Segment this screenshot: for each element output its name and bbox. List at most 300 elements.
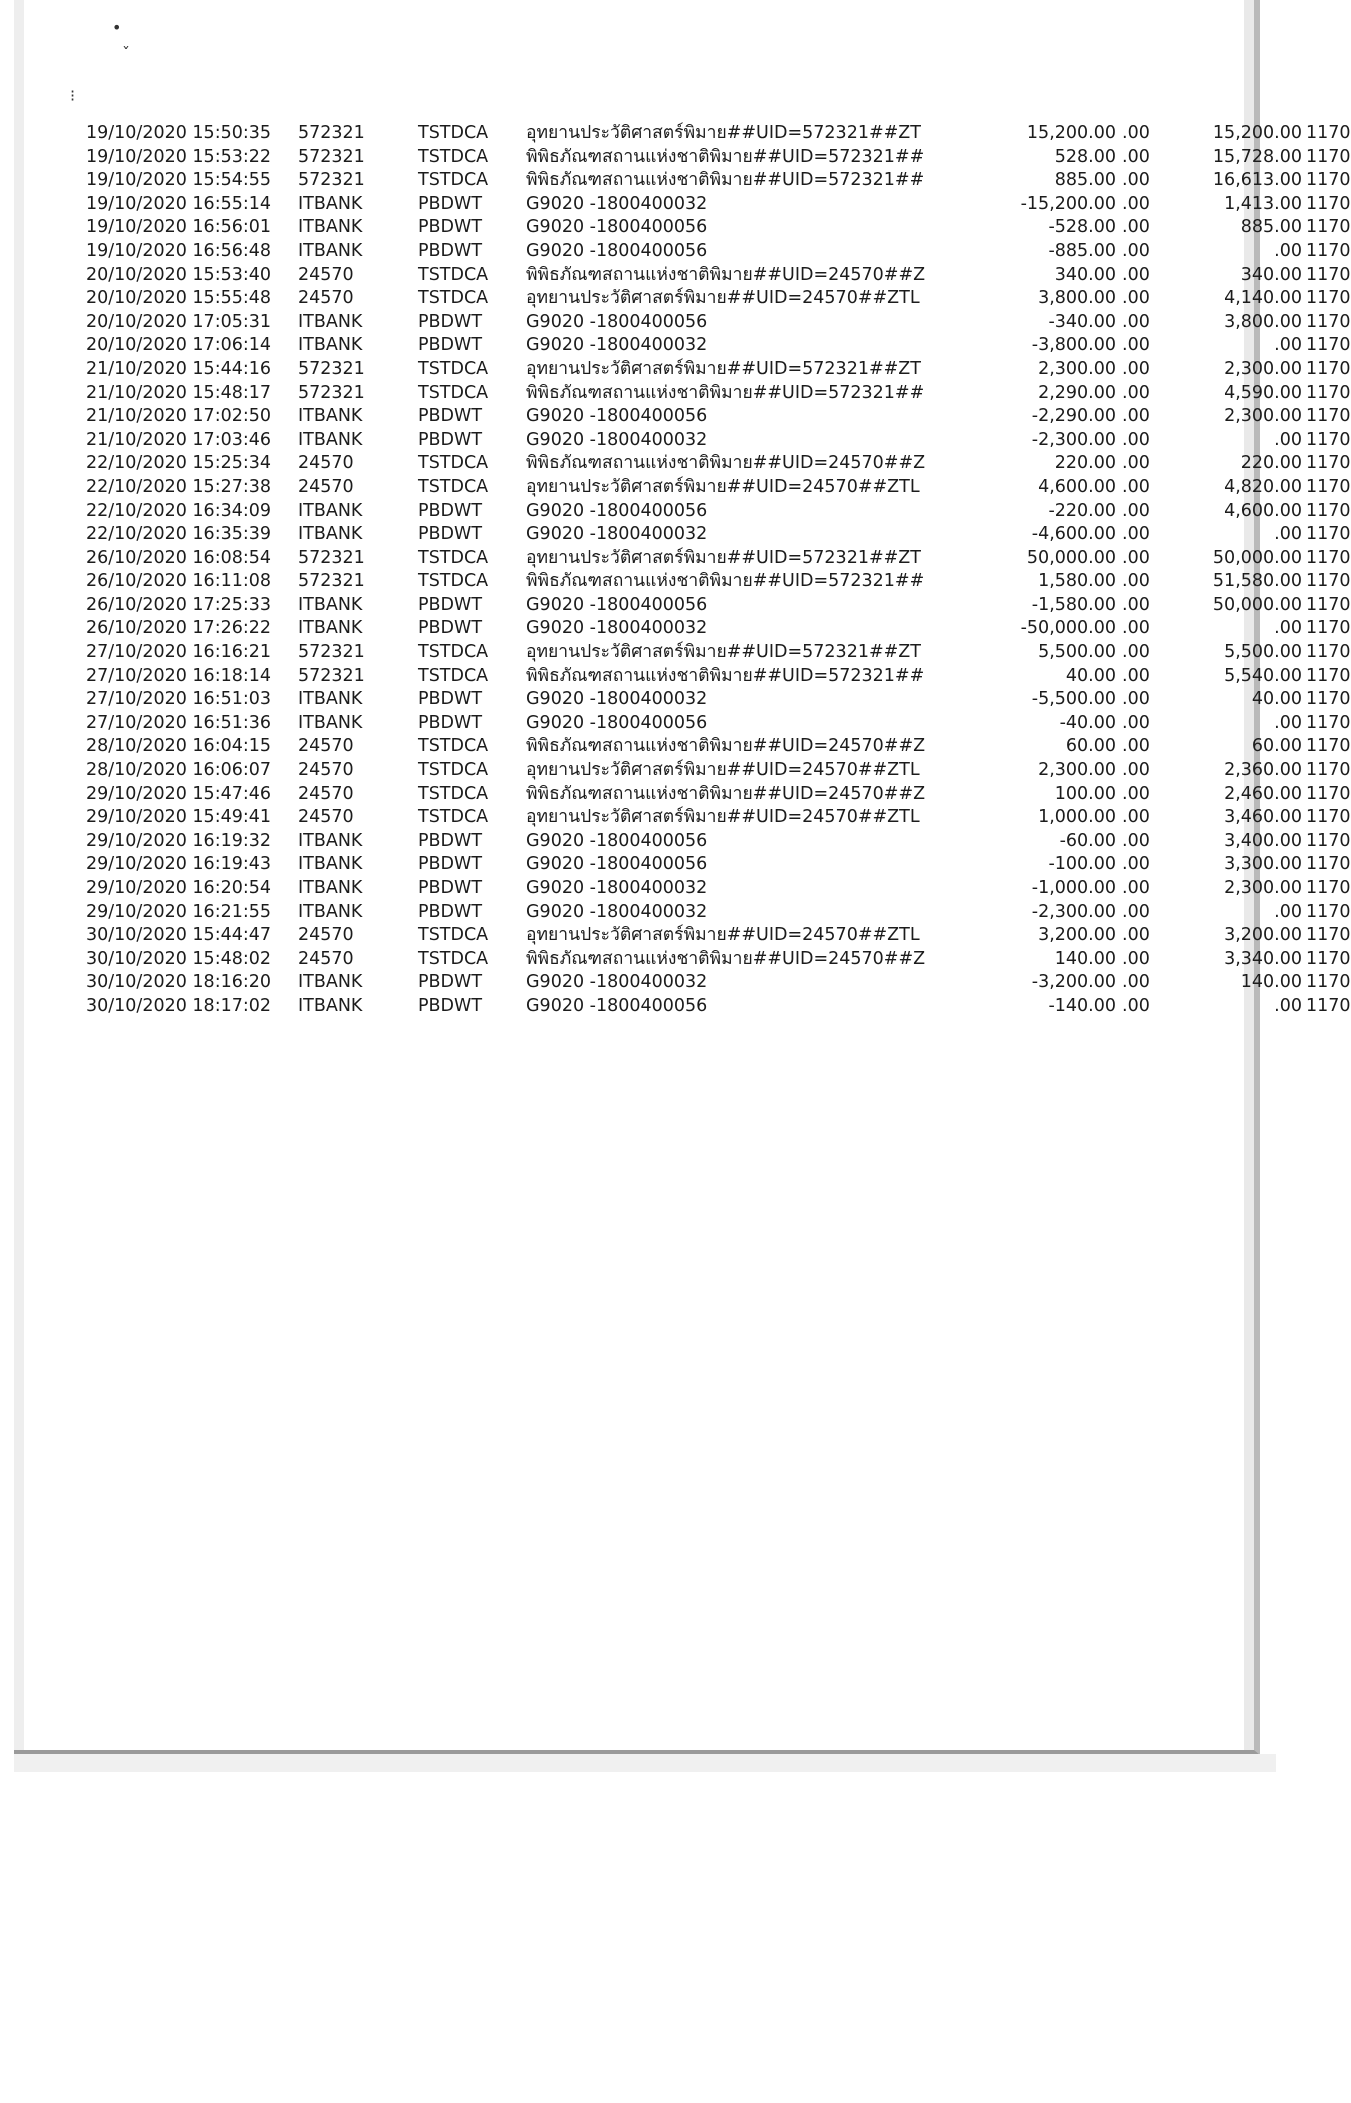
transaction-datetime: 20/10/2020 15:55:48 [86,288,272,309]
transaction-channel: PBDWT [418,878,483,898]
transaction-amount: -1,000.00 [1031,878,1116,898]
transaction-description: พิพิธภัณฑสถานแห่งชาติพิมาย##UID=24570##Z [526,736,926,757]
transaction-row [86,901,1351,925]
transaction-fee: .00 [1122,170,1150,191]
transaction-fee: .00 [1122,571,1150,592]
transaction-amount: 340.00 [1054,264,1116,285]
transaction-row [86,641,1351,665]
transaction-amount: -100.00 [1048,854,1116,875]
transaction-balance: 3,800.00 [1224,311,1302,332]
transaction-channel: TSTDCA [418,925,489,946]
transaction-description: พิพิธภัณฑสถานแห่งชาติพิมาย##UID=572321## [526,170,925,191]
transaction-row [86,193,1351,217]
transaction-amount: 1,580.00 [1038,571,1116,592]
transaction-amount: 528.00 [1054,146,1116,167]
transaction-channel: TSTDCA [418,760,489,781]
transaction-row [86,948,1351,972]
transaction-branch: 1170 [1306,500,1351,521]
transaction-amount: 140.00 [1054,948,1116,969]
transaction-branch: 1170 [1306,429,1351,450]
transaction-datetime: 29/10/2020 15:49:41 [86,807,272,828]
transaction-ref: 572321 [298,382,365,403]
transaction-balance: 3,400.00 [1224,830,1302,851]
transaction-channel: TSTDCA [418,123,489,143]
transaction-fee: .00 [1122,948,1150,969]
transaction-amount: -40.00 [1059,712,1116,733]
transaction-datetime: 26/10/2020 17:26:22 [86,618,272,639]
transaction-balance: 2,360.00 [1224,760,1302,781]
transaction-datetime: 21/10/2020 15:44:16 [86,358,272,379]
transaction-branch: 1170 [1306,524,1351,545]
transaction-balance: 5,500.00 [1224,642,1302,663]
transaction-balance: 220.00 [1240,453,1302,474]
transaction-datetime: 30/10/2020 15:44:47 [86,925,272,946]
transaction-amount: -50,000.00 [1020,618,1116,639]
transaction-balance: .00 [1274,429,1302,450]
transaction-branch: 1170 [1306,146,1351,167]
transaction-datetime: 29/10/2020 16:20:54 [86,878,272,898]
transaction-ref: ITBANK [298,901,363,922]
transaction-ref: 572321 [298,642,365,663]
transaction-amount: 40.00 [1065,665,1116,686]
transaction-datetime: 19/10/2020 16:56:01 [86,217,272,238]
transaction-amount: -15,200.00 [1020,193,1116,214]
transaction-row [86,523,1351,547]
transaction-description: G9020 -1800400032 [526,901,708,922]
scan-speck-mark: ˇ [122,44,130,63]
transaction-description: อุทยานประวัติศาสตร์พิมาย##UID=24570##ZTL [526,807,920,828]
transaction-row [86,429,1351,453]
transaction-fee: .00 [1122,736,1150,757]
transaction-channel: TSTDCA [418,571,489,592]
transaction-datetime: 19/10/2020 16:55:14 [86,193,272,214]
transaction-branch: 1170 [1306,901,1351,922]
transaction-balance: 2,300.00 [1224,878,1302,898]
transaction-row [86,853,1351,877]
transaction-ref: ITBANK [298,854,363,875]
transaction-description: G9020 -1800400056 [526,854,708,875]
transaction-row [86,216,1351,240]
transaction-fee: .00 [1122,240,1150,261]
transaction-balance: .00 [1274,901,1302,922]
transaction-datetime: 21/10/2020 17:02:50 [86,406,272,427]
transaction-channel: PBDWT [418,854,483,875]
transaction-row [86,476,1351,500]
transaction-amount: 3,800.00 [1038,288,1116,309]
transaction-description: พิพิธภัณฑสถานแห่งชาติพิมาย##UID=24570##Z [526,948,926,969]
transaction-amount: -220.00 [1048,500,1116,521]
transaction-row [86,169,1351,193]
transaction-fee: .00 [1122,429,1150,450]
transaction-balance: 4,590.00 [1224,382,1302,403]
transaction-ref: ITBANK [298,217,363,238]
transaction-channel: TSTDCA [418,547,489,568]
transaction-description: อุทยานประวัติศาสตร์พิมาย##UID=572321##ZT [526,547,921,568]
transaction-balance: .00 [1274,240,1302,261]
transaction-balance: .00 [1274,524,1302,545]
transaction-datetime: 29/10/2020 16:21:55 [86,901,272,922]
transaction-description: G9020 -1800400056 [526,995,708,1016]
transaction-balance: .00 [1274,335,1302,356]
transaction-branch: 1170 [1306,830,1351,851]
transaction-datetime: 29/10/2020 16:19:43 [86,854,272,875]
transaction-datetime: 19/10/2020 15:54:55 [86,170,272,191]
transaction-amount: 885.00 [1054,170,1116,191]
transaction-amount: -2,300.00 [1031,901,1116,922]
transaction-channel: TSTDCA [418,146,489,167]
transaction-fee: .00 [1122,217,1150,238]
transaction-balance: 15,200.00 [1212,123,1302,143]
transaction-description: พิพิธภัณฑสถานแห่งชาติพิมาย##UID=572321## [526,665,925,686]
transaction-ref: ITBANK [298,830,363,851]
transaction-description: อุทยานประวัติศาสตร์พิมาย##UID=24570##ZTL [526,288,920,309]
transaction-branch: 1170 [1306,193,1351,214]
transaction-balance: 2,300.00 [1224,358,1302,379]
transaction-datetime: 29/10/2020 16:19:32 [86,830,272,851]
transaction-channel: PBDWT [418,972,483,993]
transaction-datetime: 21/10/2020 17:03:46 [86,429,272,450]
transaction-balance: 3,200.00 [1224,925,1302,946]
transaction-ref: 572321 [298,665,365,686]
transaction-balance: 3,300.00 [1224,854,1302,875]
transaction-branch: 1170 [1306,665,1351,686]
transaction-fee: .00 [1122,358,1150,379]
transaction-row [86,759,1351,783]
transaction-fee: .00 [1122,547,1150,568]
transaction-row [86,146,1351,170]
page-bottom-shadow [14,1754,1276,1772]
transaction-row [86,358,1351,382]
transaction-description: G9020 -1800400056 [526,712,708,733]
transaction-description: พิพิธภัณฑสถานแห่งชาติพิมาย##UID=572321## [526,146,925,167]
transaction-description: อุทยานประวัติศาสตร์พิมาย##UID=572321##ZT [526,642,921,663]
transaction-description: พิพิธภัณฑสถานแห่งชาติพิมาย##UID=572321## [526,571,925,592]
transaction-datetime: 22/10/2020 15:27:38 [86,476,272,497]
transaction-channel: TSTDCA [418,382,489,403]
transaction-branch: 1170 [1306,311,1351,332]
transaction-fee: .00 [1122,335,1150,356]
transaction-amount: -2,300.00 [1031,429,1116,450]
transaction-row [86,712,1351,736]
transaction-branch: 1170 [1306,925,1351,946]
transaction-ref: 572321 [298,170,365,191]
transaction-datetime: 20/10/2020 17:05:31 [86,311,272,332]
transaction-channel: PBDWT [418,240,483,261]
transaction-datetime: 19/10/2020 15:53:22 [86,146,272,167]
transaction-fee: .00 [1122,453,1150,474]
transaction-row [86,594,1351,618]
transaction-fee: .00 [1122,689,1150,710]
transaction-channel: TSTDCA [418,288,489,309]
transaction-channel: TSTDCA [418,170,489,191]
transaction-channel: PBDWT [418,429,483,450]
transaction-row [86,264,1351,288]
transaction-channel: PBDWT [418,406,483,427]
transaction-balance: .00 [1274,712,1302,733]
transaction-amount: -528.00 [1048,217,1116,238]
transaction-description: G9020 -1800400056 [526,311,708,332]
transaction-channel: TSTDCA [418,807,489,828]
transaction-balance: 885.00 [1240,217,1302,238]
transaction-fee: .00 [1122,642,1150,663]
transaction-channel: PBDWT [418,193,483,214]
transaction-fee: .00 [1122,854,1150,875]
transaction-amount: -885.00 [1048,240,1116,261]
transaction-channel: PBDWT [418,712,483,733]
transaction-description: อุทยานประวัติศาสตร์พิมาย##UID=24570##ZTL [526,760,920,781]
transaction-description: อุทยานประวัติศาสตร์พิมาย##UID=24570##ZTL [526,476,920,497]
transaction-branch: 1170 [1306,170,1351,191]
transaction-balance: .00 [1274,618,1302,639]
scan-speck-mark: ⁝ [70,86,76,105]
transaction-datetime: 22/10/2020 16:34:09 [86,500,272,521]
transaction-description: G9020 -1800400032 [526,972,708,993]
transaction-channel: PBDWT [418,618,483,639]
transaction-amount: -2,290.00 [1031,406,1116,427]
transaction-branch: 1170 [1306,760,1351,781]
transaction-channel: PBDWT [418,500,483,521]
transaction-balance: 16,613.00 [1212,170,1302,191]
transaction-description: พิพิธภัณฑสถานแห่งชาติพิมาย##UID=572321## [526,382,925,403]
transaction-fee: .00 [1122,901,1150,922]
transaction-description: G9020 -1800400056 [526,500,708,521]
transaction-branch: 1170 [1306,995,1351,1016]
transaction-amount: 100.00 [1054,783,1116,804]
transaction-fee: .00 [1122,807,1150,828]
transaction-branch: 1170 [1306,382,1351,403]
transaction-datetime: 28/10/2020 16:04:15 [86,736,272,757]
transaction-datetime: 19/10/2020 15:50:35 [86,123,272,143]
transaction-fee: .00 [1122,618,1150,639]
transaction-row [86,240,1351,264]
transaction-channel: PBDWT [418,311,483,332]
transaction-branch: 1170 [1306,264,1351,285]
transaction-branch: 1170 [1306,571,1351,592]
transaction-row [86,995,1351,1019]
transaction-row [86,971,1351,995]
scanned-page [14,0,1351,1755]
transaction-ref: 572321 [298,571,365,592]
transaction-balance: 4,140.00 [1224,288,1302,309]
transaction-datetime: 20/10/2020 17:06:14 [86,335,272,356]
transaction-ref: ITBANK [298,712,363,733]
transaction-description: G9020 -1800400056 [526,406,708,427]
transaction-balance: 2,300.00 [1224,406,1302,427]
transaction-fee: .00 [1122,288,1150,309]
transaction-ref: ITBANK [298,995,363,1016]
transaction-description: พิพิธภัณฑสถานแห่งชาติพิมาย##UID=24570##Z [526,264,926,285]
transaction-ref: 24570 [298,264,354,285]
transaction-fee: .00 [1122,123,1150,143]
transaction-amount: -3,800.00 [1031,335,1116,356]
transaction-ref: ITBANK [298,406,363,427]
transaction-channel: TSTDCA [418,665,489,686]
transaction-balance: 4,820.00 [1224,476,1302,497]
transaction-ref: 24570 [298,925,354,946]
transaction-fee: .00 [1122,995,1150,1016]
transaction-amount: 2,300.00 [1038,760,1116,781]
transaction-branch: 1170 [1306,123,1351,143]
transaction-channel: TSTDCA [418,783,489,804]
transaction-ref: ITBANK [298,500,363,521]
transaction-branch: 1170 [1306,240,1351,261]
transaction-branch: 1170 [1306,689,1351,710]
transaction-channel: PBDWT [418,689,483,710]
transaction-ref: 24570 [298,736,354,757]
transaction-description: พิพิธภัณฑสถานแห่งชาติพิมาย##UID=24570##Z [526,783,926,804]
transaction-ref: ITBANK [298,618,363,639]
transaction-branch: 1170 [1306,288,1351,309]
transaction-channel: PBDWT [418,524,483,545]
transaction-channel: TSTDCA [418,453,489,474]
transaction-datetime: 22/10/2020 15:25:34 [86,453,272,474]
transaction-branch: 1170 [1306,972,1351,993]
transaction-balance: 5,540.00 [1224,665,1302,686]
transaction-row [86,617,1351,641]
transaction-fee: .00 [1122,830,1150,851]
transaction-row [86,570,1351,594]
transaction-ref: 24570 [298,476,354,497]
transaction-fee: .00 [1122,146,1150,167]
transaction-datetime: 20/10/2020 15:53:40 [86,264,272,285]
transaction-balance: 60.00 [1251,736,1302,757]
transaction-branch: 1170 [1306,406,1351,427]
transaction-description: อุทยานประวัติศาสตร์พิมาย##UID=572321##ZT [526,358,921,379]
transaction-branch: 1170 [1306,854,1351,875]
transaction-branch: 1170 [1306,453,1351,474]
transaction-branch: 1170 [1306,217,1351,238]
transaction-ref: ITBANK [298,311,363,332]
transaction-ref: 24570 [298,948,354,969]
transaction-balance: .00 [1274,995,1302,1016]
transaction-fee: .00 [1122,972,1150,993]
transaction-branch: 1170 [1306,642,1351,663]
transaction-ref: 572321 [298,358,365,379]
transaction-row [86,382,1351,406]
transaction-balance: 2,460.00 [1224,783,1302,804]
transaction-channel: TSTDCA [418,264,489,285]
transaction-datetime: 22/10/2020 16:35:39 [86,524,272,545]
transaction-branch: 1170 [1306,547,1351,568]
transaction-ref: 572321 [298,547,365,568]
transaction-channel: TSTDCA [418,476,489,497]
transaction-row [86,452,1351,476]
transaction-row [86,311,1351,335]
transaction-ref: 24570 [298,760,354,781]
transaction-description: G9020 -1800400056 [526,217,708,238]
transaction-fee: .00 [1122,406,1150,427]
transaction-channel: PBDWT [418,594,483,615]
transaction-datetime: 21/10/2020 15:48:17 [86,382,272,403]
transaction-fee: .00 [1122,712,1150,733]
transaction-ref: 24570 [298,807,354,828]
transaction-fee: .00 [1122,500,1150,521]
transaction-fee: .00 [1122,594,1150,615]
transaction-branch: 1170 [1306,618,1351,639]
transaction-datetime: 30/10/2020 18:16:20 [86,972,272,993]
transaction-datetime: 27/10/2020 16:18:14 [86,665,272,686]
transaction-row [86,547,1351,571]
transaction-row [86,405,1351,429]
transaction-description: G9020 -1800400032 [526,524,708,545]
transaction-row [86,783,1351,807]
transaction-branch: 1170 [1306,807,1351,828]
transaction-description: G9020 -1800400032 [526,429,708,450]
transaction-branch: 1170 [1306,476,1351,497]
transaction-ref: 24570 [298,288,354,309]
transaction-channel: PBDWT [418,995,483,1016]
transaction-balance: 1,413.00 [1224,193,1302,214]
transaction-ref: ITBANK [298,429,363,450]
transaction-amount: 60.00 [1065,736,1116,757]
transaction-row [86,830,1351,854]
transaction-fee: .00 [1122,925,1150,946]
transaction-balance: 51,580.00 [1212,571,1302,592]
transaction-channel: TSTDCA [418,642,489,663]
transaction-row [86,924,1351,948]
transaction-datetime: 26/10/2020 16:08:54 [86,547,272,568]
transaction-ref: ITBANK [298,335,363,356]
transaction-fee: .00 [1122,476,1150,497]
transaction-ref: 24570 [298,783,354,804]
transaction-ref: ITBANK [298,240,363,261]
transaction-amount: 2,290.00 [1038,382,1116,403]
transaction-row [86,287,1351,311]
transaction-datetime: 30/10/2020 15:48:02 [86,948,272,969]
transaction-channel: PBDWT [418,335,483,356]
transaction-amount: -5,500.00 [1031,689,1116,710]
transaction-amount: 4,600.00 [1038,476,1116,497]
transaction-ref: ITBANK [298,689,363,710]
transaction-channel: PBDWT [418,217,483,238]
transaction-amount: 15,200.00 [1026,123,1116,143]
transaction-row [86,122,1351,146]
transaction-channel: TSTDCA [418,736,489,757]
transaction-datetime: 26/10/2020 17:25:33 [86,594,272,615]
transaction-fee: .00 [1122,264,1150,285]
transaction-branch: 1170 [1306,878,1351,898]
transaction-branch: 1170 [1306,783,1351,804]
transaction-row [86,877,1351,901]
transaction-amount: 220.00 [1054,453,1116,474]
transaction-datetime: 19/10/2020 16:56:48 [86,240,272,261]
transaction-ref: 572321 [298,123,365,143]
transaction-datetime: 27/10/2020 16:16:21 [86,642,272,663]
transaction-description: อุทยานประวัติศาสตร์พิมาย##UID=572321##ZT [526,123,921,143]
transaction-fee: .00 [1122,665,1150,686]
transaction-amount: -340.00 [1048,311,1116,332]
transaction-balance: 340.00 [1240,264,1302,285]
transaction-ref: ITBANK [298,878,363,898]
transaction-fee: .00 [1122,524,1150,545]
transaction-row [86,500,1351,524]
transaction-fee: .00 [1122,760,1150,781]
transaction-amount: 3,200.00 [1038,925,1116,946]
transaction-amount: 50,000.00 [1026,547,1116,568]
transaction-ref: ITBANK [298,524,363,545]
transaction-amount: -4,600.00 [1031,524,1116,545]
transaction-ref: ITBANK [298,193,363,214]
transaction-description: พิพิธภัณฑสถานแห่งชาติพิมาย##UID=24570##Z [526,453,926,474]
transaction-description: G9020 -1800400032 [526,618,708,639]
transaction-channel: PBDWT [418,830,483,851]
transaction-balance: 40.00 [1251,689,1302,710]
transaction-branch: 1170 [1306,712,1351,733]
transaction-balance: 3,460.00 [1224,807,1302,828]
transaction-amount: 2,300.00 [1038,358,1116,379]
transaction-balance: 3,340.00 [1224,948,1302,969]
transaction-datetime: 30/10/2020 18:17:02 [86,995,272,1016]
